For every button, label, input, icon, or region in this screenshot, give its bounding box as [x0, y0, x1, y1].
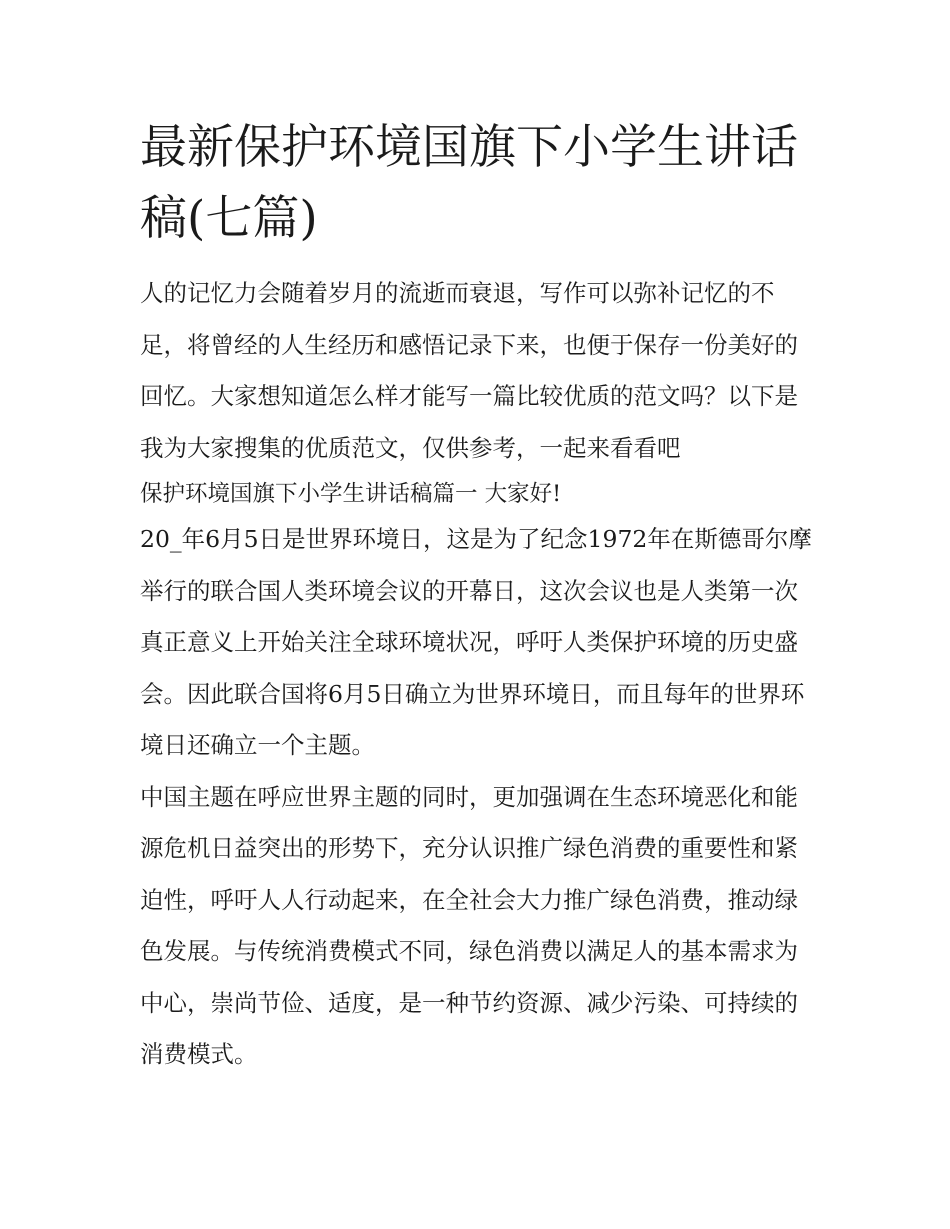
document-page [140, 112, 815, 1081]
document-title: 最新保护环境国旗下小学生讲话稿(七篇) [140, 120, 798, 246]
body-paragraph-2: 中国主题在呼应世界主题的同时，更加强调在生态环境恶化和能源危机日益突出的形势下，充分认识推广绿色消费的重要性和紧迫性，呼吁人人行动起来，在全社会大力推广绿色消费，推动绿色发展。与传统消费模式不同，绿色消费以满足人的基本需求为中心，崇尚节俭、适度，是一种节约资源、减少污染、可持续的消费模式。 [140, 782, 798, 1068]
body-paragraph-1: 20_年6月5日是世界环境日，这是为了纪念1972年在斯德哥尔摩举行的联合国人类环境会议的开幕日，这次会议也是人类第一次真正意义上开始关注全球环境状况，呼吁人类保护环境的历史盛会。因此联合国将6月5日确立为世界环境日，而且每年的世界环境日还确立一个主题。 [140, 525, 812, 759]
intro-paragraph: 人的记忆力会随着岁月的流逝而衰退，写作可以弥补记忆的不足，将曾经的人生经历和感悟记录下来，也便于保存一份美好的回忆。大家想知道怎么样才能写一篇比较优质的范文吗？以下是我为大家搜集的优质范文，仅供参考，一起来看看吧 [140, 279, 798, 462]
section-heading: 保护环境国旗下小学生讲话稿篇一 大家好! [140, 481, 562, 507]
